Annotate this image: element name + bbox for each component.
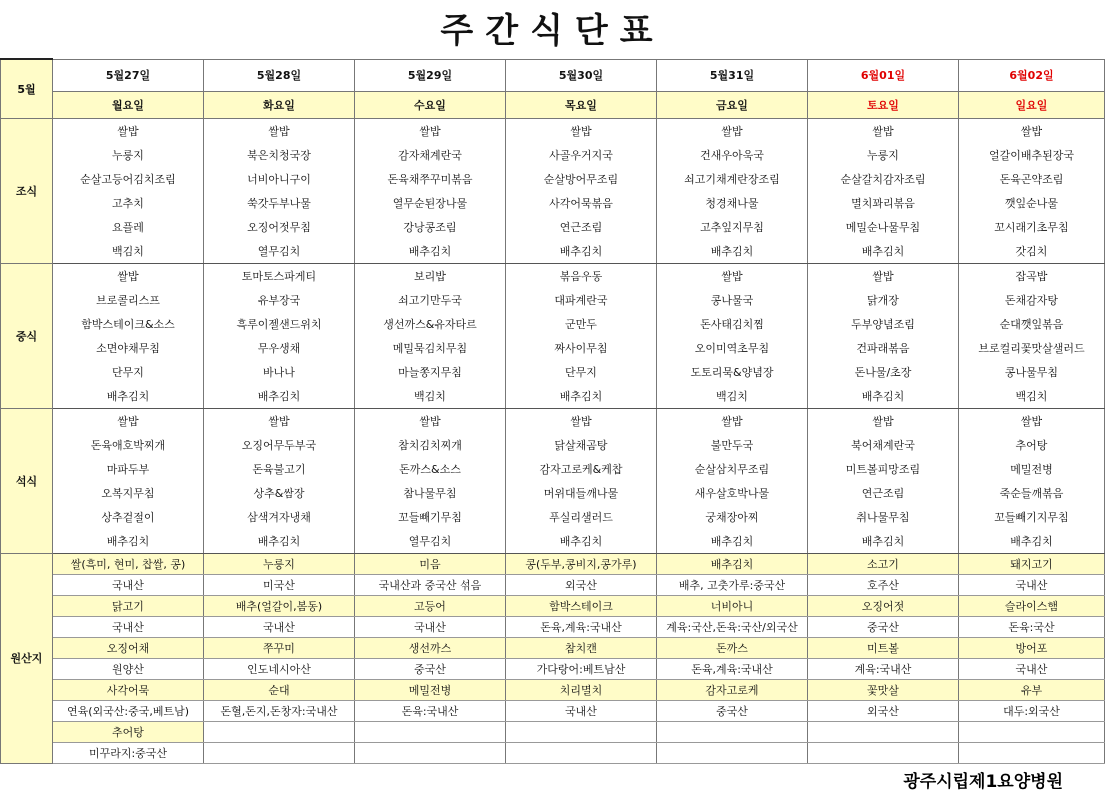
menu-item: 쌀밥 — [53, 263, 204, 288]
origin-cell: 추어탕 — [53, 721, 204, 742]
menu-row — [1, 384, 1105, 409]
menu-item: 돈육채쭈꾸미볶음 — [355, 167, 506, 191]
menu-item: 브로콜리스프 — [53, 288, 204, 312]
origin-cell: 중국산 — [808, 616, 959, 637]
origin-cell: 국내산 — [506, 700, 657, 721]
origin-cell: 꽃맛살 — [808, 679, 959, 700]
menu-item: 도토리묵&양념장 — [657, 360, 808, 384]
menu-item: 순살갈치감자조림 — [808, 167, 959, 191]
weekday-cell: 월요일 — [53, 91, 204, 118]
menu-row — [1, 505, 1105, 529]
menu-item: 상추겉절이 — [53, 505, 204, 529]
origin-cell: 감자고로케 — [657, 679, 808, 700]
date-cell: 5월29일 — [355, 59, 506, 91]
menu-item: 강낭콩조림 — [355, 215, 506, 239]
menu-item: 쌀밥 — [808, 118, 959, 143]
menu-item: 감자고로케&케찹 — [506, 457, 657, 481]
origin-cell: 국내산 — [53, 574, 204, 595]
origin-cell: 연육(외국산:중국,베트남) — [53, 700, 204, 721]
date-cell: 5월27일 — [53, 59, 204, 91]
menu-item: 백김치 — [657, 384, 808, 409]
menu-item: 돈나물/초장 — [808, 360, 959, 384]
menu-row — [1, 288, 1105, 312]
origin-row — [1, 595, 1105, 616]
origin-cell: 돈혈,돈지,돈창자:국내산 — [204, 700, 355, 721]
menu-item: 유부장국 — [204, 288, 355, 312]
menu-item: 배추김치 — [506, 384, 657, 409]
origin-cell: 함박스테이크 — [506, 595, 657, 616]
menu-item: 쌀밥 — [53, 118, 204, 143]
origin-cell: 호주산 — [808, 574, 959, 595]
menu-item: 얼갈이배추된장국 — [959, 143, 1105, 167]
menu-item: 감자채계란국 — [355, 143, 506, 167]
menu-item: 보리밥 — [355, 263, 506, 288]
date-cell: 6월01일 — [808, 59, 959, 91]
origin-cell: 원양산 — [53, 658, 204, 679]
menu-item: 꼬시래기초무침 — [959, 215, 1105, 239]
origin-cell: 대두:외국산 — [959, 700, 1105, 721]
origin-row — [1, 700, 1105, 721]
menu-item: 열무김치 — [204, 239, 355, 264]
weekday-cell: 금요일 — [657, 91, 808, 118]
menu-item: 연근조림 — [808, 481, 959, 505]
menu-item: 짜사이무침 — [506, 336, 657, 360]
origin-cell: 배추(얼갈이,봄동) — [204, 595, 355, 616]
menu-row — [1, 191, 1105, 215]
weekday-cell: 목요일 — [506, 91, 657, 118]
menu-item: 깻잎순나물 — [959, 191, 1105, 215]
origin-row — [1, 742, 1105, 763]
origin-cell: 치리멸치 — [506, 679, 657, 700]
menu-item: 순살고등어김치조림 — [53, 167, 204, 191]
date-header-row — [1, 59, 1105, 91]
menu-row — [1, 433, 1105, 457]
menu-item: 돈육곤약조림 — [959, 167, 1105, 191]
menu-item: 쌀밥 — [959, 118, 1105, 143]
menu-item: 쌀밥 — [355, 408, 506, 433]
menu-item: 쌀밥 — [657, 118, 808, 143]
menu-item: 사골우거지국 — [506, 143, 657, 167]
menu-item: 닭살채곰탕 — [506, 433, 657, 457]
menu-item: 쌀밥 — [959, 408, 1105, 433]
origin-row — [1, 721, 1105, 742]
menu-item: 돈육불고기 — [204, 457, 355, 481]
menu-item: 흑루이젤샌드위치 — [204, 312, 355, 336]
menu-item: 브로컬리꽃맛살샐러드 — [959, 336, 1105, 360]
menu-item: 콩나물국 — [657, 288, 808, 312]
origin-cell: 돈육:국내산 — [355, 700, 506, 721]
menu-item: 삼색겨자냉채 — [204, 505, 355, 529]
menu-item: 돈육애호박찌개 — [53, 433, 204, 457]
origin-cell: 계육:국산,돈육:국산/외국산 — [657, 616, 808, 637]
origin-cell: 방어포 — [959, 637, 1105, 658]
origin-cell — [506, 742, 657, 763]
menu-item: 순살방어무조림 — [506, 167, 657, 191]
menu-item: 누룽지 — [53, 143, 204, 167]
menu-item: 열무김치 — [355, 529, 506, 554]
menu-item: 오징어무두부국 — [204, 433, 355, 457]
meal-label: 중식 — [1, 263, 53, 408]
menu-item: 바나나 — [204, 360, 355, 384]
menu-item: 건파래볶음 — [808, 336, 959, 360]
weekday-cell: 수요일 — [355, 91, 506, 118]
menu-item: 불만두국 — [657, 433, 808, 457]
origin-cell: 돈육:국산 — [959, 616, 1105, 637]
menu-item: 꼬들빼기지무침 — [959, 505, 1105, 529]
origin-cell: 돼지고기 — [959, 553, 1105, 574]
origin-cell: 소고기 — [808, 553, 959, 574]
origin-cell — [204, 742, 355, 763]
origin-cell — [959, 721, 1105, 742]
origin-cell: 누룽지 — [204, 553, 355, 574]
menu-item: 배추김치 — [657, 529, 808, 554]
menu-item: 상추&쌈장 — [204, 481, 355, 505]
menu-item: 배추김치 — [808, 384, 959, 409]
origin-cell: 배추, 고춧가루:중국산 — [657, 574, 808, 595]
menu-row — [1, 239, 1105, 264]
menu-item: 두부양념조림 — [808, 312, 959, 336]
menu-item: 추어탕 — [959, 433, 1105, 457]
origin-cell: 돈육,계육:국내산 — [506, 616, 657, 637]
menu-item: 고추치 — [53, 191, 204, 215]
date-cell: 5월31일 — [657, 59, 808, 91]
meal-label: 석식 — [1, 408, 53, 553]
menu-item: 쌀밥 — [657, 263, 808, 288]
menu-item: 마늘쫑지무침 — [355, 360, 506, 384]
origin-cell: 가다랑어:베트남산 — [506, 658, 657, 679]
weekday-cell: 일요일 — [959, 91, 1105, 118]
menu-item: 쌀밥 — [204, 118, 355, 143]
menu-item: 쇠고기만두국 — [355, 288, 506, 312]
menu-item: 취나물무침 — [808, 505, 959, 529]
menu-item: 미트볼피망조림 — [808, 457, 959, 481]
menu-item: 함박스테이크&소스 — [53, 312, 204, 336]
menu-item: 배추김치 — [204, 384, 355, 409]
menu-item: 배추김치 — [506, 239, 657, 264]
menu-item: 쌀밥 — [53, 408, 204, 433]
origin-cell: 외국산 — [506, 574, 657, 595]
origin-cell: 국내산 — [959, 574, 1105, 595]
origin-label: 원산지 — [1, 553, 53, 763]
origin-cell: 국내산과 중국산 섞음 — [355, 574, 506, 595]
origin-cell: 쌀(흑미, 현미, 찹쌀, 콩) — [53, 553, 204, 574]
menu-item: 볶음우동 — [506, 263, 657, 288]
menu-item: 멸치꽈리볶음 — [808, 191, 959, 215]
menu-item: 소면야채무침 — [53, 336, 204, 360]
origin-cell: 돈육,계육:국내산 — [657, 658, 808, 679]
menu-row — [1, 215, 1105, 239]
date-cell: 5월30일 — [506, 59, 657, 91]
origin-row — [1, 637, 1105, 658]
menu-item: 죽순들깨볶음 — [959, 481, 1105, 505]
date-cell: 5월28일 — [204, 59, 355, 91]
origin-cell — [204, 721, 355, 742]
menu-item: 쌀밥 — [204, 408, 355, 433]
menu-item: 대파계란국 — [506, 288, 657, 312]
origin-cell — [657, 742, 808, 763]
menu-item: 메밀순나물무침 — [808, 215, 959, 239]
origin-cell — [355, 721, 506, 742]
origin-cell — [355, 742, 506, 763]
month-label: 5월 — [1, 59, 53, 118]
menu-item: 단무지 — [53, 360, 204, 384]
menu-item: 메밀전병 — [959, 457, 1105, 481]
menu-item: 쑥갓두부나물 — [204, 191, 355, 215]
origin-cell — [506, 721, 657, 742]
weekday-cell: 화요일 — [204, 91, 355, 118]
menu-item: 배추김치 — [53, 529, 204, 554]
menu-item: 머위대들깨나물 — [506, 481, 657, 505]
menu-item: 궁채장아찌 — [657, 505, 808, 529]
menu-item: 오이미역초무침 — [657, 336, 808, 360]
menu-item: 쌀밥 — [808, 408, 959, 433]
menu-row — [1, 457, 1105, 481]
origin-cell: 미꾸라지:중국산 — [53, 742, 204, 763]
menu-item: 쌀밥 — [808, 263, 959, 288]
origin-cell: 고등어 — [355, 595, 506, 616]
menu-item: 너비아니구이 — [204, 167, 355, 191]
origin-cell: 쭈꾸미 — [204, 637, 355, 658]
menu-item: 건새우아욱국 — [657, 143, 808, 167]
menu-item: 콩나물무침 — [959, 360, 1105, 384]
hospital-name: 광주시립제1요양병원 — [903, 772, 1063, 792]
menu-item: 백김치 — [53, 239, 204, 264]
menu-item: 갓김치 — [959, 239, 1105, 264]
menu-item: 무우생채 — [204, 336, 355, 360]
menu-row — [1, 143, 1105, 167]
origin-cell — [808, 721, 959, 742]
origin-cell: 국내산 — [959, 658, 1105, 679]
menu-item: 참나물무침 — [355, 481, 506, 505]
menu-item: 생선까스&유자타르 — [355, 312, 506, 336]
origin-cell: 인도네시아산 — [204, 658, 355, 679]
menu-item: 군만두 — [506, 312, 657, 336]
menu-item: 요플레 — [53, 215, 204, 239]
menu-item: 배추김치 — [204, 529, 355, 554]
origin-cell: 사각어묵 — [53, 679, 204, 700]
origin-row — [1, 679, 1105, 700]
menu-item: 배추김치 — [506, 529, 657, 554]
menu-item: 새우살호박나물 — [657, 481, 808, 505]
origin-cell: 중국산 — [355, 658, 506, 679]
menu-item: 쌀밥 — [506, 408, 657, 433]
menu-item: 백김치 — [959, 384, 1105, 409]
menu-item: 열무순된장나물 — [355, 191, 506, 215]
origin-cell: 외국산 — [808, 700, 959, 721]
origin-cell: 닭고기 — [53, 595, 204, 616]
weekly-menu-table — [0, 58, 1105, 764]
menu-item: 백김치 — [355, 384, 506, 409]
origin-row — [1, 616, 1105, 637]
weekday-cell: 토요일 — [808, 91, 959, 118]
origin-cell: 메밀전병 — [355, 679, 506, 700]
menu-item: 단무지 — [506, 360, 657, 384]
menu-row — [1, 529, 1105, 554]
origin-cell: 슬라이스햄 — [959, 595, 1105, 616]
origin-cell — [808, 742, 959, 763]
origin-cell: 배추김치 — [657, 553, 808, 574]
menu-row — [1, 481, 1105, 505]
origin-cell: 생선까스 — [355, 637, 506, 658]
menu-row — [1, 336, 1105, 360]
origin-cell — [959, 742, 1105, 763]
origin-cell: 국내산 — [204, 616, 355, 637]
menu-item: 배추김치 — [808, 529, 959, 554]
origin-cell: 너비아니 — [657, 595, 808, 616]
origin-cell: 순대 — [204, 679, 355, 700]
page-title: 주간식단표 — [440, 11, 665, 51]
menu-item: 잡곡밥 — [959, 263, 1105, 288]
menu-item: 마파두부 — [53, 457, 204, 481]
menu-item: 오징어젓무침 — [204, 215, 355, 239]
origin-row — [1, 574, 1105, 595]
menu-item: 순살삼치무조림 — [657, 457, 808, 481]
menu-item: 북은치청국장 — [204, 143, 355, 167]
origin-cell: 참치캔 — [506, 637, 657, 658]
origin-cell: 미음 — [355, 553, 506, 574]
origin-cell: 중국산 — [657, 700, 808, 721]
menu-item: 고추잎지무침 — [657, 215, 808, 239]
origin-cell: 돈까스 — [657, 637, 808, 658]
menu-item: 참치김치찌개 — [355, 433, 506, 457]
origin-cell — [657, 721, 808, 742]
menu-item: 배추김치 — [808, 239, 959, 264]
menu-item: 닭개장 — [808, 288, 959, 312]
origin-cell: 미트볼 — [808, 637, 959, 658]
menu-item: 순대깻잎볶음 — [959, 312, 1105, 336]
menu-item: 청경채나물 — [657, 191, 808, 215]
origin-cell: 유부 — [959, 679, 1105, 700]
origin-cell: 계육:국내산 — [808, 658, 959, 679]
menu-item: 쇠고기채계란장조림 — [657, 167, 808, 191]
menu-item: 푸실리샐러드 — [506, 505, 657, 529]
menu-item: 사각어묵볶음 — [506, 191, 657, 215]
menu-item: 배추김치 — [959, 529, 1105, 554]
date-cell: 6월02일 — [959, 59, 1105, 91]
menu-row — [1, 118, 1105, 143]
origin-cell: 콩(두부,콩비지,콩가루) — [506, 553, 657, 574]
weekday-header-row — [1, 91, 1105, 118]
menu-row — [1, 167, 1105, 191]
origin-cell: 국내산 — [355, 616, 506, 637]
menu-row — [1, 408, 1105, 433]
origin-row — [1, 658, 1105, 679]
menu-item: 누룽지 — [808, 143, 959, 167]
menu-item: 돈사태김치찜 — [657, 312, 808, 336]
menu-row — [1, 263, 1105, 288]
menu-item: 배추김치 — [53, 384, 204, 409]
origin-cell: 미국산 — [204, 574, 355, 595]
menu-item: 배추김치 — [355, 239, 506, 264]
menu-item: 연근조림 — [506, 215, 657, 239]
menu-item: 돈채감자탕 — [959, 288, 1105, 312]
menu-item: 오복지무침 — [53, 481, 204, 505]
menu-item: 돈까스&소스 — [355, 457, 506, 481]
origin-row — [1, 553, 1105, 574]
menu-item: 토마토스파게티 — [204, 263, 355, 288]
menu-item: 쌀밥 — [657, 408, 808, 433]
origin-cell: 국내산 — [53, 616, 204, 637]
menu-item: 메밀묵김치무침 — [355, 336, 506, 360]
menu-item: 꼬들빼기무침 — [355, 505, 506, 529]
meal-label: 조식 — [1, 118, 53, 263]
origin-cell: 오징어채 — [53, 637, 204, 658]
menu-item: 쌀밥 — [355, 118, 506, 143]
menu-row — [1, 312, 1105, 336]
menu-item: 북어채계란국 — [808, 433, 959, 457]
origin-cell: 오징어젓 — [808, 595, 959, 616]
menu-row — [1, 360, 1105, 384]
menu-item: 배추김치 — [657, 239, 808, 264]
menu-item: 쌀밥 — [506, 118, 657, 143]
